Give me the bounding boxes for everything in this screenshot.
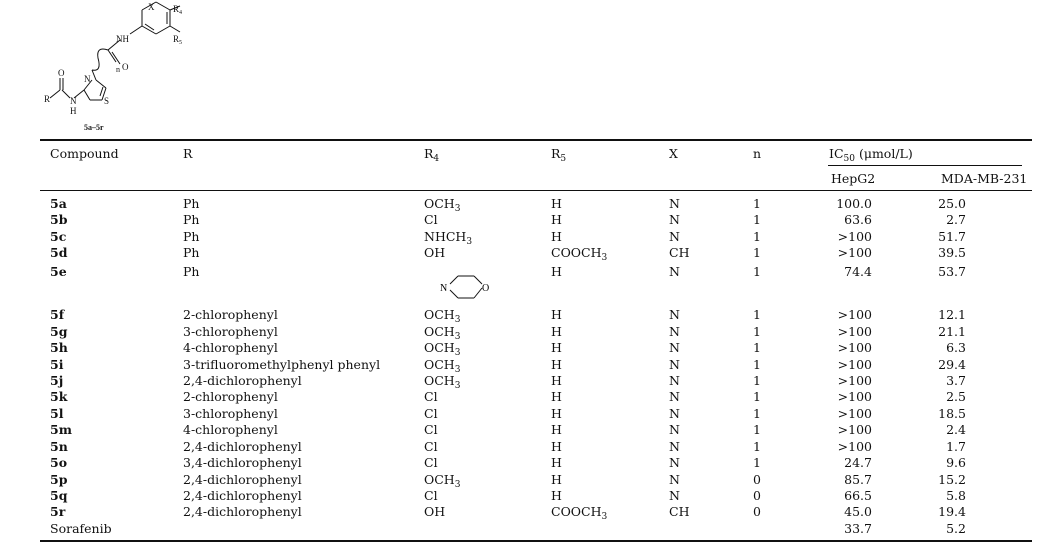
row-x: CH [669,245,690,260]
row-compound: 5f [50,307,65,322]
row-r: Ph [183,229,200,244]
scheme-label-h: H [70,106,77,116]
row-n: 1 [753,439,761,454]
row-r: 2,4-dichlorophenyl [183,373,302,388]
row-n: 1 [753,357,761,372]
row-x: N [669,389,680,404]
row-x: CH [669,504,690,519]
row-compound: 5m [50,422,72,437]
row-x: N [669,264,680,279]
row-mda: 12.1 [938,307,966,322]
row-mda: 2.5 [946,389,966,404]
row-compound: 5l [50,406,64,421]
row-r: Ph [183,196,200,211]
scheme-label-s: S [104,96,110,106]
row-compound: 5r [50,504,66,519]
chemical-scheme [30,0,200,136]
row-hepg2: 33.7 [844,521,872,536]
row-r4: Cl [424,455,438,470]
row-r4: $OCH_3$ [424,196,461,214]
row-mda: 29.4 [938,357,966,372]
row-n: 0 [753,504,761,519]
row-mda: 18.5 [938,406,966,421]
row-hepg2: >100 [837,229,872,244]
row-r5: H [551,212,562,227]
row-r: 4-chlorophenyl [183,422,278,437]
row-hepg2: 63.6 [844,212,872,227]
row-r: Ph [183,264,200,279]
scheme-label-n-thiazole: N [84,74,91,84]
row-r: 2,4-dichlorophenyl [183,472,302,487]
row-n: 0 [753,472,761,487]
row-hepg2: 85.7 [844,472,872,487]
scheme-label-x: X [148,2,155,12]
row-r4: $OCH_3$ [424,340,461,358]
scheme-label-n-amide: N [70,96,77,106]
morpholine-structure [436,272,496,302]
row-r: 3,4-dichlorophenyl [183,455,302,470]
row-hepg2: >100 [837,373,872,388]
scheme-label-o2: O [58,68,65,78]
row-compound: 5i [50,357,64,372]
row-r5: H [551,229,562,244]
table-top-rule [40,139,1032,141]
row-r: Ph [183,212,200,227]
row-hepg2: >100 [837,324,872,339]
row-compound: 5j [50,373,64,388]
row-x: N [669,406,680,421]
row-n: 1 [753,324,761,339]
header-r4: $R_4$ [424,146,440,164]
row-hepg2: >100 [837,439,872,454]
row-hepg2: 66.5 [844,488,872,503]
row-n: 1 [753,196,761,211]
row-compound: 5a [50,196,67,211]
table-bottom-rule [40,540,1032,542]
row-compound: 5q [50,488,68,503]
row-r5: H [551,455,562,470]
row-n: 1 [753,340,761,355]
row-compound: Sorafenib [50,521,112,536]
row-r: Ph [183,245,200,260]
row-hepg2: >100 [837,245,872,260]
row-n: 1 [753,307,761,322]
row-n: 1 [753,422,761,437]
row-r: 4-chlorophenyl [183,340,278,355]
row-hepg2: 24.7 [844,455,872,470]
row-compound: 5k [50,389,68,404]
row-r4: $OCH_3$ [424,324,461,342]
row-r5: H [551,357,562,372]
row-compound: 5d [50,245,68,260]
row-r4: Cl [424,406,438,421]
row-r5: H [551,422,562,437]
row-x: N [669,196,680,211]
row-n: 1 [753,373,761,388]
row-n: 1 [753,229,761,244]
row-r5: H [551,472,562,487]
row-x: N [669,307,680,322]
row-x: N [669,422,680,437]
scheme-label-r4: $R_4$ [173,4,183,16]
row-n: 1 [753,455,761,470]
scheme-label-o1: O [122,62,129,72]
row-r5: H [551,196,562,211]
row-r5: H [551,340,562,355]
row-r5: H [551,324,562,339]
row-r5: H [551,389,562,404]
row-x: N [669,455,680,470]
row-compound: 5g [50,324,68,339]
row-r4: Cl [424,439,438,454]
row-mda: 5.8 [946,488,966,503]
row-compound: 5n [50,439,68,454]
row-x: N [669,488,680,503]
row-r: 2,4-dichlorophenyl [183,488,302,503]
row-mda: 5.2 [946,521,966,536]
row-r5: H [551,307,562,322]
scheme-label-nh: NH [116,34,129,44]
row-r: 3-chlorophenyl [183,406,278,421]
row-mda: 9.6 [946,455,966,470]
row-compound: 5b [50,212,68,227]
row-r4: Cl [424,212,438,227]
row-n: 1 [753,389,761,404]
row-compound: 5o [50,455,68,470]
header-bottom-rule [40,190,1032,191]
row-n: 1 [753,406,761,421]
row-r: 2,4-dichlorophenyl [183,439,302,454]
header-hepg2: HepG2 [831,171,876,186]
scheme-compound-range: 5a–5r [84,123,104,132]
row-compound: 5p [50,472,68,487]
row-mda: 2.7 [946,212,966,227]
row-compound: 5c [50,229,67,244]
row-x: N [669,212,680,227]
scheme-label-r: R [44,94,51,104]
row-x: N [669,340,680,355]
header-x: X [669,146,678,161]
morpholine-o: O [482,283,490,294]
row-r: 2-chlorophenyl [183,389,278,404]
header-compound: Compound [50,146,119,161]
row-r: 3-chlorophenyl [183,324,278,339]
row-r5: H [551,406,562,421]
row-compound: 5h [50,340,68,355]
row-mda: 3.7 [946,373,966,388]
row-mda: 2.4 [946,422,966,437]
row-r: 3-trifluoromethylphenyl phenyl [183,357,381,372]
row-r: 2-chlorophenyl [183,307,278,322]
row-x: N [669,324,680,339]
scheme-label-r5: $R_5$ [173,34,183,46]
row-mda: 25.0 [938,196,966,211]
row-hepg2: >100 [837,422,872,437]
row-r4: Cl [424,389,438,404]
row-n: 1 [753,245,761,260]
row-r5: H [551,373,562,388]
row-hepg2: >100 [837,340,872,355]
row-r4: Cl [424,488,438,503]
row-r4: $OCH_3$ [424,307,461,325]
row-mda: 21.1 [938,324,966,339]
row-hepg2: 74.4 [844,264,872,279]
row-r: 2,4-dichlorophenyl [183,504,302,519]
header-r: R [183,146,193,161]
row-r4: OH [424,245,446,260]
row-x: N [669,373,680,388]
row-hepg2: >100 [837,357,872,372]
row-compound: 5e [50,264,67,279]
row-x: N [669,229,680,244]
row-n: 1 [753,264,761,279]
row-r4: OH [424,504,446,519]
row-x: N [669,439,680,454]
row-mda: 6.3 [946,340,966,355]
row-mda: 1.7 [946,439,966,454]
row-x: N [669,472,680,487]
row-r4: Cl [424,422,438,437]
row-hepg2: >100 [837,307,872,322]
row-r5: $COOCH_3$ [551,504,608,522]
row-r4: $OCH_3$ [424,357,461,375]
header-mda: MDA-MB-231 [941,171,1028,186]
row-r5: H [551,488,562,503]
row-r5: H [551,439,562,454]
row-r4: $OCH_3$ [424,472,461,490]
row-mda: 15.2 [938,472,966,487]
scheme-label-n: n [116,65,120,74]
row-mda: 51.7 [938,229,966,244]
row-hepg2: 100.0 [836,196,872,211]
header-n: n [753,146,762,161]
row-hepg2: 45.0 [844,504,872,519]
row-n: 1 [753,212,761,227]
row-mda: 39.5 [938,245,966,260]
header-ic50: $IC_{50}$ (μmol/L) [829,146,913,164]
row-r5: $COOCH_3$ [551,245,608,263]
row-r5: H [551,264,562,279]
row-x: N [669,357,680,372]
row-mda: 53.7 [938,264,966,279]
header-r5: $R_5$ [551,146,567,164]
row-hepg2: >100 [837,389,872,404]
row-r4: $NHCH_3$ [424,229,473,247]
row-n: 0 [753,488,761,503]
morpholine-n: N [440,283,448,294]
row-hepg2: >100 [837,406,872,421]
row-r4: $OCH_3$ [424,373,461,391]
row-mda: 19.4 [938,504,966,519]
